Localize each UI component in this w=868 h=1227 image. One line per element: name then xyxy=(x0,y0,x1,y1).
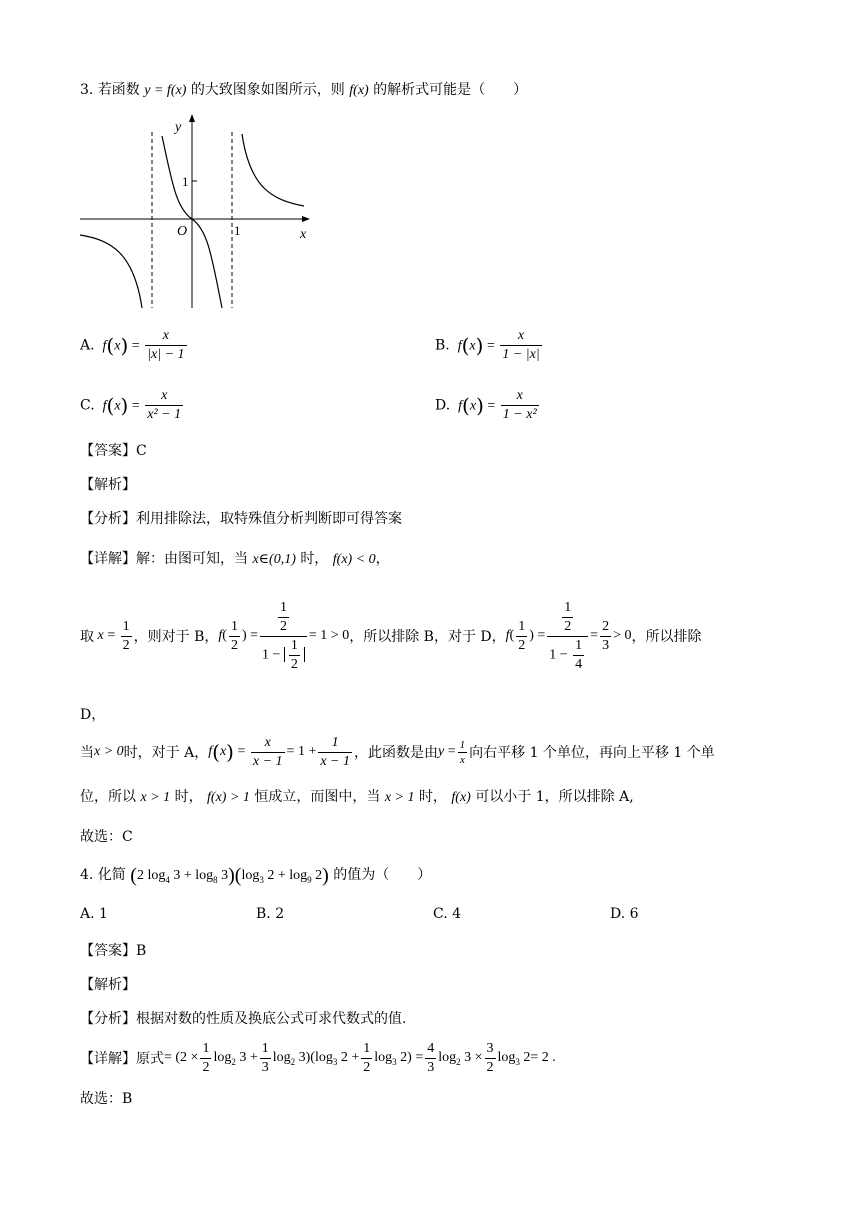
q3-answer: 【答案】C xyxy=(80,443,147,459)
origin-label: O xyxy=(177,224,188,239)
q4-number: 4. xyxy=(80,867,94,883)
q3-fenxi: 【分析】利用排除法，取特殊值分析判断即可得答案 xyxy=(80,511,402,527)
q3-function-notation: y = f(x) xyxy=(144,83,187,98)
q4-answer: 【答案】B xyxy=(80,943,147,959)
q3-option-a: A. f(x) = $\frac{x}{|x| - 1}$ xyxy=(80,328,185,362)
curve-left-branch xyxy=(80,235,142,308)
q3-stem: 3. 若函数 y = f(x) 的大致图象如图所示，则 f(x) 的解析式可能是（ ） xyxy=(80,82,528,98)
q3-option-b: B. f(x) = $\frac{x}{1 - |x|}$ xyxy=(435,328,540,362)
x-axis-arrow xyxy=(302,216,310,222)
y-tick-label: 1 xyxy=(182,174,189,189)
q4-option-a: A. 1 xyxy=(80,906,108,922)
q4-conclusion: 故选：B xyxy=(80,1091,133,1107)
q3-detail-line1: 【详解】解：由图可知，当 x∈(0,1) 时， f(x) < 0， xyxy=(80,551,390,567)
q3-conclusion: 故选：C xyxy=(80,829,133,845)
y-label: y xyxy=(175,120,182,135)
q4-detail: 【详解】 原式 = (2 × $\frac{1}{2}$ $\log_2 3$ + $\frac{1}{3}$ $\log_2 3)(\log_3$ 2 + $\frac{1}{2}$ $\log_3 2$) = $\frac{4}{3}$ $\log_2 3$ × $\frac{3}{2}$ $\log_3 2$ = 2 . xyxy=(80,1040,556,1075)
q4-option-c: C. 4 xyxy=(433,906,462,922)
q3-number: 3. xyxy=(80,82,94,98)
q3-option-d: D. f(x) = $\frac{x}{\text{1 − x²}}$ xyxy=(435,388,537,422)
q4-option-b: B. 2 xyxy=(256,906,285,922)
x-tick-label: 1 xyxy=(234,223,241,238)
q4-option-d: D. 6 xyxy=(610,906,639,922)
q3-detail-line4: 当 x > 0 时，对于 A， f ( x ) = $\frac{x}{x - 1}$ = 1 + $\frac{1}{x - 1}$ ，此函数是由 y = $\frac{1}{x}$ 向右平移 1 个单位，再向上平移 1 个单 xyxy=(80,734,715,769)
q4-analysis-heading: 【解析】 xyxy=(80,977,136,993)
curve-right-branch xyxy=(242,134,304,206)
y-axis-arrow xyxy=(189,114,195,122)
q3-detail-line5: 位，所以 x > 1 时， f(x) > 1 恒成立，而图中，当 x > 1 时， f(x) 可以小于 1，所以排除 A, xyxy=(80,789,634,805)
q4-stem: 4. 化简 (2 $\log_4 3 + \log_8 3)(\log_3$ $2 + \log_9 2$) 的值为（ ） xyxy=(80,864,432,887)
q3-detail-line2: 取 x = $\frac{1}{2}$ ，则对于 B， f ( $\frac{1}{2}$ ) = $\frac{1}{2}$ 1 − $\frac{1}{2}$ = 1 > 0 ，所以排除 B，对于 D， f ( $\frac{1}{2}$ ) = $\frac{1}{2}$ 1 − $\frac{1}{4}$ = $\frac{2}{3}$ > 0 ，所以排除 xyxy=(80,599,702,672)
q3-option-c: C. f(x) = $\frac{x}{\text{x² − 1}}$ xyxy=(80,388,182,422)
q3-detail-line3: D， xyxy=(80,707,106,723)
q3-function-graph xyxy=(76,112,316,312)
q4-fenxi: 【分析】根据对数的性质及换底公式可求代数式的值. xyxy=(80,1011,407,1027)
q3-analysis-heading: 【解析】 xyxy=(80,477,136,493)
x-label: x xyxy=(300,227,307,242)
